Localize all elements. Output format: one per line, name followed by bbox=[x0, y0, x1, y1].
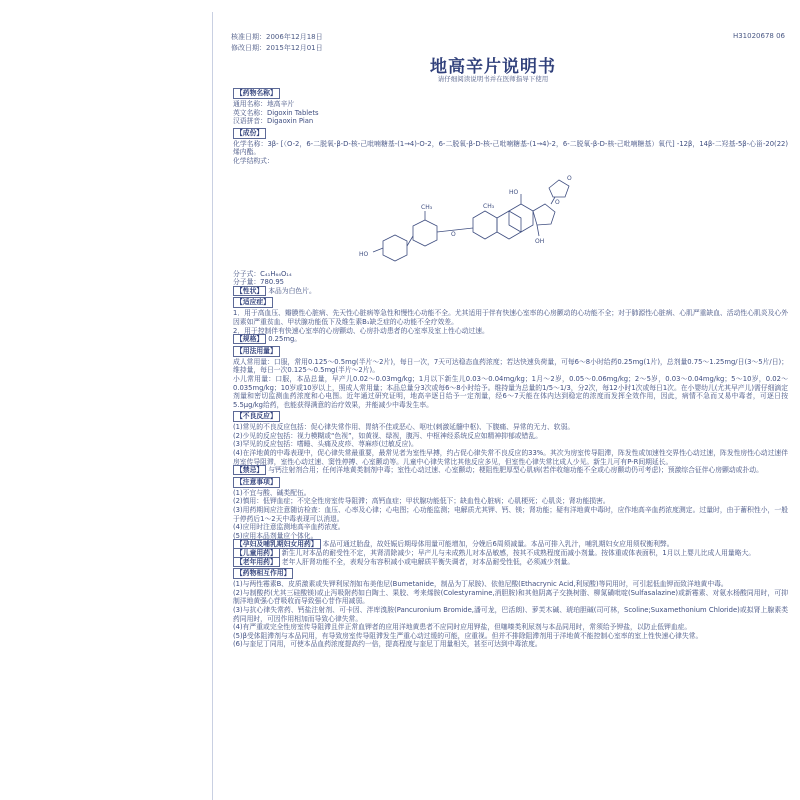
interaction-item: (3)与抗心律失常药、钙盐注射剂、可卡因、泮库溴胺(Pancuronium Bromide,潘可龙，巴活朗)、萝芙木碱、琥珀胆碱(司可林，Scoline;Suxamethonium Chloride)或拟肾上腺素类药同用时，可因作用相加而导致心律失常。 bbox=[233, 605, 788, 623]
precaution-item: (4)应用时注意监测地高辛血药浓度。 bbox=[233, 523, 345, 532]
approval-number: H31020678 06 bbox=[732, 32, 785, 40]
molecular-formula: 分子式：C₄₁H₆₄O₁₄ bbox=[233, 269, 292, 278]
adverse-item: (3)罕见的反应包括：嗜睡、头痛及皮疹、荨麻疹(过敏反应)。 bbox=[233, 440, 418, 449]
appearance-text: 本品为白色片。 bbox=[268, 286, 316, 295]
approval-date: 核准日期：2006年12月18日 bbox=[231, 33, 323, 41]
adverse-item: (1)常见的不良反应包括：促心律失常作用、胃纳不佳或恶心、呕吐(刺激延髓中枢)、下腹痛、异常的无力、软弱。 bbox=[233, 423, 575, 432]
leaflet-subtitle: 请仔细阅读说明书并在医师指导下使用 bbox=[437, 75, 549, 83]
generic-name: 通用名称：地高辛片 bbox=[233, 100, 295, 108]
dosage-item: 成人常用量：口服，常用0.125～0.5mg(半片～2片)，每日一次，7天可达稳态血药浓度；若达快速负荷量，可每6～8小时给药0.25mg(1片)，总剂量0.75～1.25mg/日(3～5片/日)；维持量，每日一次0.125～0.5mg(半片～2片)。 bbox=[233, 357, 788, 375]
interaction-item: (5)β受体阻滞剂与本品同用，有导致房室传导阻滞发生严重心动过缓的可能，应重视。但并不排除阻滞剂用于洋地黄不能控制心室率的室上性快速心律失常。 bbox=[233, 631, 703, 640]
indication-item: 2．用于控制伴有快速心室率的心房颤动、心房扑动患者的心室率及室上性心动过速。 bbox=[233, 326, 489, 335]
structure-label: 化学结构式： bbox=[233, 156, 274, 165]
interaction-item: (1)与两性霉素B、皮质激素或失钾利尿剂如布美他尼(Bumetanide，制品为丁尿胺)、依他尼酸(Ethacrynic Acid,利尿酸)等同用时，可引起低血钾而致洋地黄中毒。 bbox=[233, 580, 728, 589]
precautions-heading: 【注意事项】 bbox=[233, 477, 280, 488]
chemical-name: 化学名称：3β- [（O-2，6-二脱氧-β-D-核-己吡喃糖基-(1→4)-O-2，6-二脱氧-β-D-核-己吡喃糖基-(1→4)-2，6-二脱氧-β-D-核-己吡喃糖基）氧代] -12β，14β-二羟基-5β-心甾-20(22)烯内酯。 bbox=[233, 139, 788, 157]
children-heading: 【儿童用药】 bbox=[233, 548, 280, 558]
interactions-heading: 【药物相互作用】 bbox=[233, 568, 293, 579]
elderly-heading: 【老年用药】 bbox=[233, 557, 280, 567]
children-row bbox=[233, 549, 788, 558]
leaflet-title: 地高辛片说明书 bbox=[430, 57, 556, 77]
precaution-item: (2)慎用：低钾血症；不完全性房室传导阻滞；高钙血症；甲状腺功能低下；缺血性心脏病；心肌梗死；心肌炎；肾功能损害。 bbox=[233, 497, 610, 506]
svg-text:CH₃: CH₃ bbox=[421, 203, 433, 211]
appearance-row bbox=[233, 287, 788, 296]
children-text: 新生儿对本品的耐受性不定，其肾清除减少；早产儿与未成熟儿对本品敏感，按其不成熟程度而减小剂量。按体重或体表面积，1月以上婴儿比成人用量略大。 bbox=[281, 549, 756, 557]
pregnancy-text: 本品可通过胎盘，故妊娠后期母体用量可能增加，分娩后6周须减量。本品可排入乳汁，哺乳期妇女应用须权衡利弊。 bbox=[322, 540, 674, 549]
svg-text:CH₃: CH₃ bbox=[483, 202, 495, 210]
structure-drawing bbox=[343, 166, 643, 270]
pregnancy-heading: 【孕妇及哺乳期妇女用药】 bbox=[233, 539, 321, 549]
adverse-item: (2)少见的反应包括：视力模糊或“色视”，如黄视、绿视，腹泻、中枢神经系统反应如精神抑郁或错乱。 bbox=[233, 431, 542, 440]
pinyin-name: 汉语拼音：Digaoxin Pian bbox=[233, 117, 314, 126]
svg-text:O: O bbox=[567, 174, 572, 182]
adverse-item: (4)在洋地黄的中毒表现中，促心律失常最重要，最常见者为室性早搏，约占促心律失常不良反应的33%。其次为房室传导阻滞，阵发性或加速性交界性心动过速，阵发性房性心动过速伴房室传导阻滞，室性心动过速、窦性停搏、心室颤动等。儿童中心律失常比其他反应多见，但室性心律失常比成人少见。新生儿可有P-R间期延长。 bbox=[233, 449, 788, 466]
pregnancy-row bbox=[233, 540, 788, 549]
precaution-item: (5)应用本品剂量应个体化。 bbox=[233, 531, 318, 540]
molecular-weight: 分子量：780.95 bbox=[233, 278, 284, 287]
svg-text:HO: HO bbox=[359, 250, 369, 258]
english-name: 英文名称：Digoxin Tablets bbox=[233, 108, 319, 117]
revision-date: 修改日期：2015年12月01日 bbox=[231, 44, 323, 52]
svg-text:O: O bbox=[451, 230, 456, 238]
precaution-item: (1)不宜与酸、碱类配伍。 bbox=[233, 488, 311, 497]
interaction-item: (2)与制酸药(尤其三硅酸镁)或止泻吸附药如白陶土、果胶、考来烯胺(Colestyramine,消胆胺)和其他阴离子交换树脂、柳氮磺吡啶(Sulfasalazine)或新霉素、对氨水杨酸同用时，可抑制洋地黄强心苷吸收而导致强心苷作用减弱。 bbox=[233, 588, 788, 606]
specification-text: 0.25mg。 bbox=[268, 335, 302, 344]
elderly-row bbox=[233, 558, 788, 567]
contraindications-row bbox=[233, 466, 788, 475]
svg-text:HO: HO bbox=[509, 188, 519, 196]
contraindications-text: 与钙注射剂合用；任何洋地黄类制剂中毒；室性心动过速、心室颤动；梗阻性肥厚型心肌病(若伴收缩功能不全或心房颤动仍可考虑)；预激综合征伴心房颤动或扑动。 bbox=[268, 466, 763, 475]
precaution-item: (3)用药期间应注意随访检查：血压、心率及心律；心电图；心功能监测；电解质尤其钾、钙、镁；肾功能；疑有洋地黄中毒时，应作地高辛血药浓度测定。过量时，由于蓄积性小，一般于停药后1～2天中毒表现可以消退。 bbox=[233, 506, 788, 523]
interaction-item: (4)有严重或完全性房室传导阻滞且伴正常血钾者的应用洋地黄患者不应同时应用钾盐，但噻嗪类利尿剂与本品同用时，常须给予钾盐，以防止低钾血症。 bbox=[233, 623, 692, 632]
indications-heading: 【适应症】 bbox=[233, 297, 273, 308]
leaflet-dates bbox=[231, 32, 323, 54]
appearance-heading: 【性状】 bbox=[233, 286, 266, 296]
adverse-heading: 【不良反应】 bbox=[233, 411, 280, 422]
svg-text:OH: OH bbox=[535, 237, 545, 245]
dosage-item: 小儿常用量：口服，本品总量，早产儿0.02～0.03mg/kg；1月以下新生儿0.03～0.04mg/kg；1月～2岁，0.05～0.06mg/kg；2～5岁，0.03～0.04mg/kg；5～10岁，0.02～0.035mg/kg；10岁或10岁以上，照成人常用量；本品总量分3次或每6～8小时给予。维持量为总量的1/5～1/3，分2次，每12小时1次或每日1次。在小婴幼儿(尤其早产儿)需仔细滴定剂量和密切监测血药浓度和心电图。近年通过研究证明，地高辛逐日给予一定剂量，经6～7天能在体内达到稳定的浓度而发挥全效作用，因此，病情不急而又易中毒者，可逐日按5.5μg/kg给药，也能获得满意的治疗效果，并能减少中毒发生率。 bbox=[233, 374, 789, 409]
contraindications-heading: 【禁忌】 bbox=[233, 465, 266, 475]
drug-leaflet bbox=[212, 12, 795, 800]
interaction-item: (6)与奎尼丁同用，可使本品血药浓度提高约一倍，提高程度与奎尼丁用量相关，甚至可达到中毒浓度。 bbox=[233, 640, 542, 649]
chemical-structure-diagram bbox=[233, 166, 788, 270]
drug-name-heading: 【药物名称】 bbox=[233, 88, 280, 99]
specification-heading: 【规格】 bbox=[233, 334, 266, 344]
specification-row bbox=[233, 335, 788, 344]
dosage-heading: 【用法用量】 bbox=[233, 346, 280, 357]
svg-text:O: O bbox=[555, 198, 560, 206]
indication-item: 1．用于高血压、瓣膜性心脏病、先天性心脏病等急性和慢性心功能不全。尤其适用于伴有快速心室率的心房颤动的心功能不全；对于肺源性心脏病、心肌严重缺血、活动性心肌炎及心外因素如严重贫血、甲状腺功能低下及维生素B₁缺乏症的心功能不全疗效差。 bbox=[233, 309, 788, 326]
leaflet-content bbox=[233, 86, 788, 649]
elderly-text: 老年人肝肾功能不全，表观分布容积减小或电解质平衡失调者，对本品耐受性低，必须减少剂量。 bbox=[281, 557, 575, 566]
composition-heading: 【成份】 bbox=[233, 128, 266, 139]
